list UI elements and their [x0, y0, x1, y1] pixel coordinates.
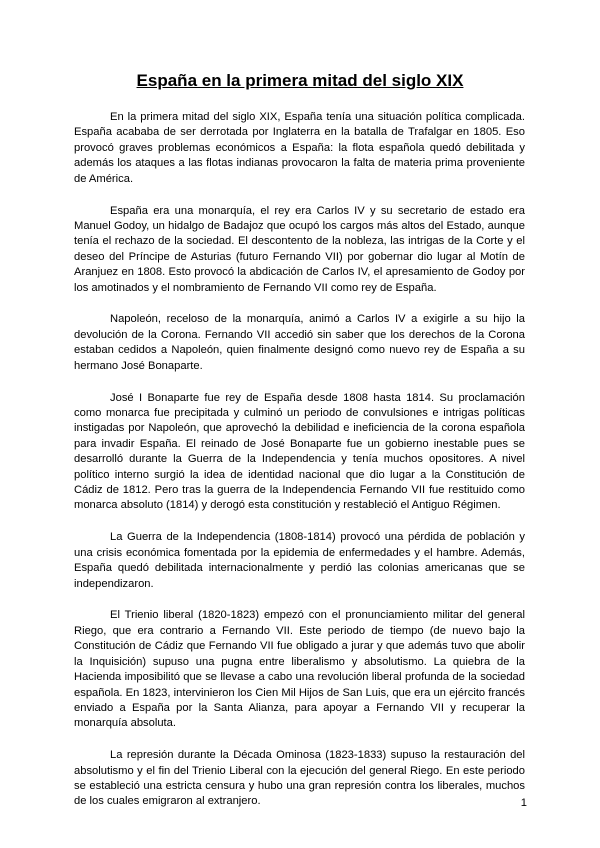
- document-body: [74, 110, 525, 826]
- paragraph-guerra-independencia: La Guerra de la Independencia (1808-1814) provocó una pérdida de población y una crisis económica fomentada por la epidemia de enfermedades y el hambre. Además, España quedó debilitada internacionalmente y perdió las colonias americanas que se independizaron.: [74, 531, 525, 590]
- paragraph-trienio-liberal: El Trienio liberal (1820-1823) empezó con el pronunciamiento militar del general Riego, que era contrario a Fernando VII. Este periodo de tiempo (de nuevo bajo la Constitución de Cádiz que Fernando VII fue obligado a jurar y que además tuvo que abolir la Inquisición) supuso una pugna entre liberalismo y absolutismo. La quiebra de la Hacienda imposibilitó que se llevase a cabo una revolución liberal profunda de la sociedad española. En 1823, intervinieron los Cien Mil Hijos de San Luis, que era un ejército francés enviado a España por la Santa Alianza, para apoyar a Fernando VII y recuperar la monarquía absoluta.: [74, 609, 525, 730]
- paragraph-jose-bonaparte: José I Bonaparte fue rey de España desde 1808 hasta 1814. Su proclamación como monarca fue precipitada y culminó un periodo de convulsiones e intrigas políticas instigadas por Napoleón, que aprovechó la debilidad e ineficiencia de la corona española para invadir España. El reinado de José Bonaparte fue un gobierno inestable pues se desarrolló durante la Guerra de la Independencia y tenía muchos opositores. A nivel político interno surgió la idea de identidad nacional que dio lugar a la Constitución de Cádiz de 1812. Pero tras la guerra de la Independencia Fernando VII fue restituido como monarca absoluto (1814) y derogó esta constitución y restableció el Antiguo Régimen.: [74, 391, 525, 512]
- page-title: España en la primera mitad del siglo XIX: [136, 71, 464, 90]
- page-number: 1: [520, 797, 527, 809]
- paragraph-trafalgar: En la primera mitad del siglo XIX, España tenía una situación política complicada. España acababa de ser derrotada por Inglaterra en la batalla de Trafalgar en 1805. Eso provocó graves problemas económicos a España: la flota española quedó debilitada y además los ataques a las flotas indianas provocaron la falta de materia prima proveniente de América.: [74, 111, 525, 185]
- paragraph-napoleon: Napoleón, receloso de la monarquía, animó a Carlos IV a exigirle a su hijo la devolución de la Corona. Fernando VII accedió sin saber que los derechos de la Corona estaban cedidos a Napoleón, quien finalmente designó como nuevo rey de España a su hermano José Bonaparte.: [74, 313, 525, 372]
- paragraph-decada-ominosa: La represión durante la Década Ominosa (1823-1833) supuso la restauración del absolutismo y el fin del Trienio Liberal con la ejecución del general Riego. En este periodo se estableció una estricta censura y hubo una gran represión contra los liberales, muchos de los cuales emigraron al extranjero.: [74, 749, 525, 808]
- paragraph-motin-de-aranjuez: España era una monarquía, el rey era Carlos IV y su secretario de estado era Manuel Godoy, un hidalgo de Badajoz que ocupó los cargos más altos del Estado, aunque tenía el rechazo de la sociedad. El descontento de la nobleza, las intrigas de la Corte y el deseo del Príncipe de Asturias (futuro Fernando VII) por gobernar dio lugar al Motín de Aranjuez en 1808. Esto provocó la abdicación de Carlos IV, el apresamiento de Godoy por los amotinados y el nombramiento de Fernando VII como rey de España.: [74, 204, 525, 294]
